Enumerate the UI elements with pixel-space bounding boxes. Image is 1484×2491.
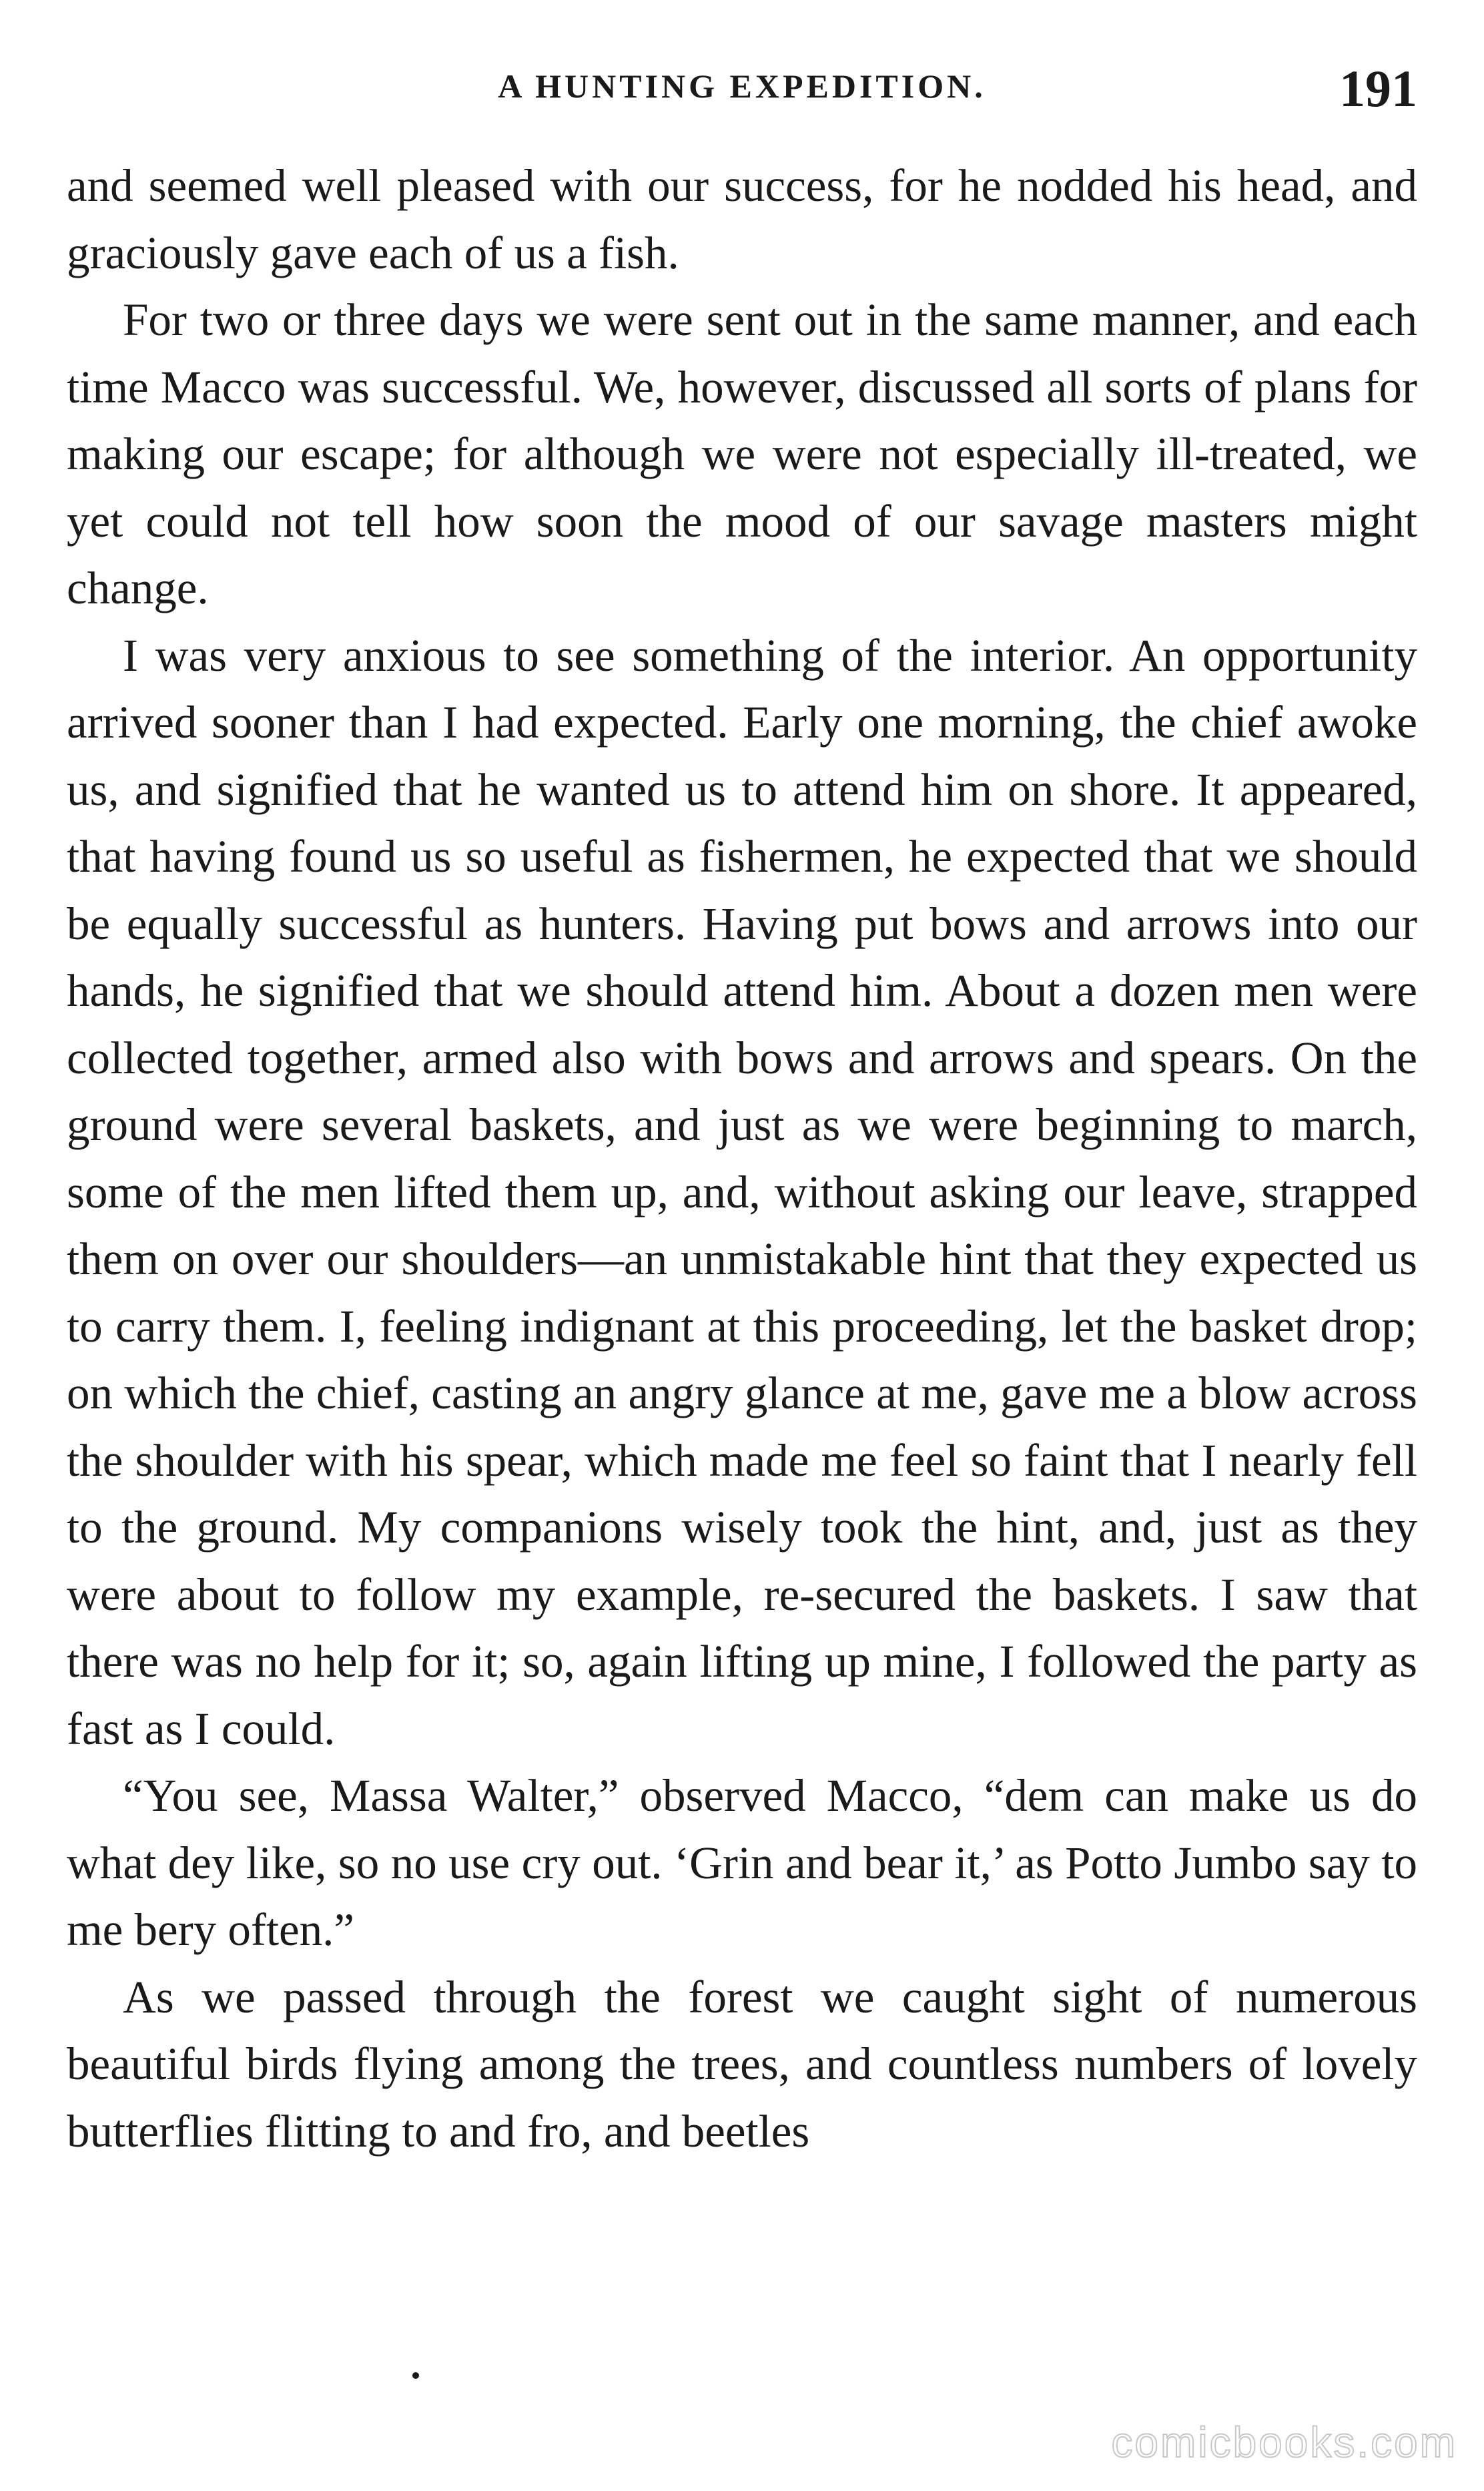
- page-number: 191: [1339, 59, 1417, 117]
- body-text: [67, 152, 1417, 2165]
- ink-speck: [412, 2372, 419, 2379]
- paragraph: I was very anxious to see something of the interior. An opportunity arrived sooner than I had expected. Early one morning, the chief awoke us, and signified that he wanted us to attend him on shore. It appeared, that having found us so useful as fishermen, he expected that we should be equally successful as hunters. Having put bows and arrows into our hands, he signified that we should attend him. About a dozen men were collected together, armed also with bows and arrows and spears. On the ground were several baskets, and just as we were beginning to march, some of the men lifted them up, and, without asking our leave, strapped them on over our shoulders—an unmistakable hint that they expected us to carry them. I, feeling indignant at this proceeding, let the basket drop; on which the chief, casting an angry glance at me, gave me a blow across the shoulder with his spear, which made me feel so faint that I nearly fell to the ground. My companions wisely took the hint, and, just as they were about to follow my example, re-secured the baskets. I saw that there was no help for it; so, again lifting up mine, I followed the party as fast as I could.: [67, 629, 1417, 1754]
- paragraph: As we passed through the forest we caught sight of numerous beautiful birds flying among the trees, and countless numbers of lovely butterflies flitting to and fro, and beetles: [67, 1971, 1417, 2157]
- running-title: A HUNTING EXPEDITION.: [498, 67, 986, 105]
- paragraph: For two or three days we were sent out in the same manner, and each time Macco was successful. We, however, discussed all sorts of plans for making our escape; for although we were not especially ill-treated, we yet could not tell how soon the mood of our savage masters might change.: [67, 294, 1417, 613]
- paragraph: “You see, Massa Walter,” observed Macco, “dem can make us do what dey like, so no use cry out. ‘Grin and bear it,’ as Potto Jumbo say to me bery often.”: [67, 1770, 1417, 1955]
- paragraph-continued: and seemed well pleased with our success, for he nodded his head, and graciously gave each of us a fish.: [67, 160, 1417, 278]
- watermark: comicbooks.com: [1111, 2418, 1457, 2466]
- running-head: [67, 59, 1417, 132]
